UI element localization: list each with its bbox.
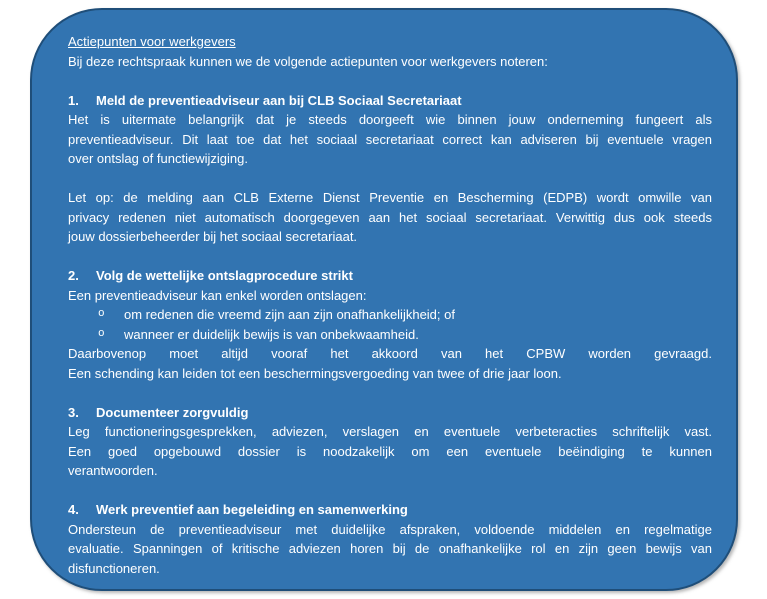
card-title: Actiepunten voor werkgevers	[68, 34, 236, 49]
spacer	[68, 247, 712, 267]
paragraph-line: Een preventieadviseur kan enkel worden ontslagen:	[68, 287, 367, 303]
paragraph-line: Leg functioneringsgesprekken, adviezen, verslagen en eventuele verbeteracties schriftelijk vast.	[68, 424, 712, 439]
section-number: 1.	[68, 92, 79, 108]
section-4-heading	[68, 500, 712, 520]
paragraph-line: Let op: de melding aan CLB Externe Dienst Preventie en Bescherming (EDPB) wordt omwille van	[68, 190, 712, 205]
intro-text: Bij deze rechtspraak kunnen we de volgende actiepunten voor werkgevers noteren:	[68, 53, 548, 69]
spacer	[68, 383, 712, 403]
section-number: 4.	[68, 502, 79, 517]
paragraph-line: Ondersteun de preventieadviseur met duidelijke afspraken, voldoende middelen en regelmatige	[68, 521, 712, 537]
section-2-heading	[68, 266, 712, 286]
bullet-marker-icon: o	[98, 327, 105, 340]
bullet-text: wanneer er duidelijk bewijs is van onbekwaamheid.	[124, 326, 419, 342]
paragraph-line: verantwoorden.	[68, 463, 158, 478]
spacer	[68, 481, 712, 501]
spacer	[68, 71, 712, 91]
section-1-heading	[68, 91, 712, 111]
paragraph-line: jouw dossierbeheerder bij het sociaal secretariaat.	[68, 229, 358, 244]
section-heading-text: Meld de preventieadviseur aan bij CLB Sociaal Secretariaat	[96, 92, 462, 108]
paragraph-line: preventieadviseur. Dit laat toe dat het sociaal secretariaat correct kan adviseren bij eventuele vragen	[68, 131, 712, 147]
section-heading-text: Volg de wettelijke ontslagprocedure strikt	[96, 268, 353, 283]
spacer	[68, 169, 712, 189]
bullet-marker-icon: o	[98, 308, 105, 320]
card	[30, 8, 738, 591]
paragraph-line: Daarbovenop moet altijd vooraf het akkoord van het CPBW worden gevraagd.	[68, 346, 712, 361]
paragraph-line: Het is uitermate belangrijk dat je steeds doorgeeft wie binnen jouw onderneming fungeert als	[68, 112, 712, 127]
section-3-heading	[68, 403, 712, 423]
section-heading-text: Werk preventief aan begeleiding en samenwerking	[96, 502, 408, 517]
paragraph-line: evaluatie. Spanningen of kritische adviezen horen bij de onafhankelijke rol en zijn geen bewijs van	[68, 541, 712, 556]
bullet-text: om redenen die vreemd zijn aan zijn onafhankelijkheid; of	[124, 307, 455, 322]
section-heading-text: Documenteer zorgvuldig	[96, 404, 249, 420]
paragraph-line: disfunctioneren.	[68, 560, 160, 576]
paragraph-line: Een goed opgebouwd dossier is noodzakelijk om een eventuele beëindiging te kunnen	[68, 443, 712, 459]
paragraph-line: privacy redenen niet automatisch doorgegeven aan het sociaal secretariaat. Verwittig dus ook steeds	[68, 209, 712, 225]
section-number: 2.	[68, 268, 79, 283]
bullet-item	[68, 325, 712, 345]
paragraph-line: over ontslag of functiewijziging.	[68, 151, 248, 166]
paragraph-line: Een schending kan leiden tot een beschermingsvergoeding van twee of drie jaar loon.	[68, 365, 562, 381]
section-number: 3.	[68, 404, 79, 420]
bullet-item	[68, 305, 712, 325]
